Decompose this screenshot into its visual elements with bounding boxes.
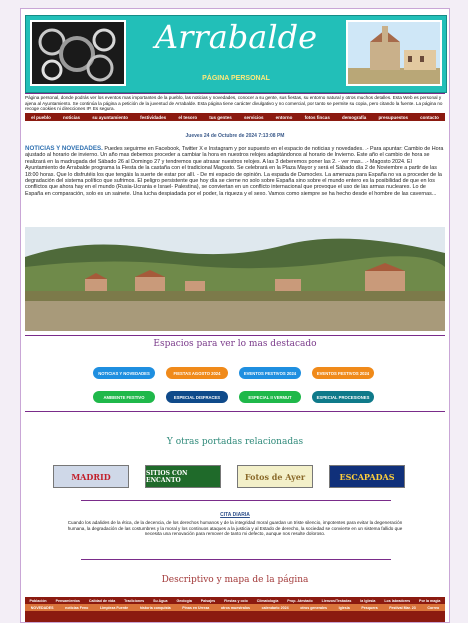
especial-vermut-button[interactable]: ESPECIAL II VERMUT [239,391,301,403]
especial-disfraces-button[interactable]: ESPECIAL DISFRACES [166,391,228,403]
nav-item[interactable]: servicios [243,114,264,120]
divider [25,335,445,336]
map-link[interactable]: Lienzos/Testadas [321,598,352,603]
map-link[interactable]: Pinas en Urreza [182,605,210,610]
map-link[interactable]: Climatología [256,598,279,603]
map-link[interactable]: Prop. Atestado [287,598,313,603]
top-nav [25,113,445,121]
map-link[interactable]: Pesquera [361,605,378,610]
header-image-left [30,20,126,86]
map-row-2 [25,604,445,611]
nav-item[interactable]: contacto [420,114,439,120]
mapa-title: Descriptivo y mapa de la página [161,575,309,585]
map-link[interactable]: otros muestralos [220,605,251,610]
nav-item[interactable]: el pueblo [31,114,51,120]
banner-escapadas[interactable]: ESCAPADAS [329,465,405,488]
nav-item[interactable]: presupuestos [378,114,408,120]
map-link[interactable]: Paisajes [200,598,216,603]
news-text: Puedes seguirme en Facebook, Twitter X e Instagram y por supuesto en el espacio de noticias y novedades. .- Para apuntar: Cambio de Hora ajustado al horario de invierno. Un año mas debemos proceder a cambiar la hora en nuestros relojes adaptándonos al horario de Invierno. Este año el cambio de hora se realizará en la madrugada del Sábado 26 al Domingo 27 y tendremos que atrasar nuestros relojes. A las 3 deberemos poner las 2. - ver mas.. .- Magosto 2024. El Ayuntamiento de Arrabalde programa la Fiesta de la castaña con el tradicional Magosto. Se celebrará en la Plaza Mayor y será el Sábado día 2 de Noviembre a partir de las 18:00 horas. Que lo disfrutéis los que tengáis la suerte de estar por allí. - De mi espacio de opinión. La espada de Damocles. La amenaza para España no va a proceder de la degradación del sistema político que sufrimos. El peligro persistente que hoy día se cierne no solo sobre España sino sobre el mundo entero es la posibilidad de que en los conflictos que ahora hay en el mundo (Rusia-Ucrania e Israel- Palestina), se conviertan en un conflicto internacional que provoque el uso de las armas nucleares. Lo de España en comparación, solo es un sainete. Una lucha despiadada por el poder, la riqueza y el sexo. Vamos como siempre se ha hecho desde el hombre de las cavernas... [25,146,444,197]
site-title: Arrabalde [155,18,317,56]
map-link[interactable]: historia conquista [139,605,171,610]
map-link[interactable]: Tradiciones [124,598,145,603]
map-link[interactable]: la Iglesia [360,598,376,603]
header-image-right [346,20,442,86]
page-container [20,8,450,623]
banner-sitios[interactable]: SITIOS CON ENCANTO [145,465,221,488]
nav-item[interactable]: noticias [63,114,81,120]
map-link[interactable]: calendario 2024 [261,605,289,610]
eventos-festivos-button-2[interactable]: EVENTOS FESTIVOS 2024 [312,367,374,379]
village-photo [25,227,445,331]
current-date: Jueves 24 de Octubre de 2024 7:13:08 PM [185,133,285,139]
map-link[interactable]: Correo [427,605,440,610]
map-link[interactable]: Su Agua [153,598,168,603]
divider [25,411,445,412]
divider [81,500,391,501]
nav-item[interactable]: entorno [275,114,293,120]
map-link[interactable]: Fiestas y ocio [224,598,248,603]
site-header [25,15,447,93]
divider [81,559,391,560]
page-map [25,597,445,623]
espacios-title: Espacios para ver lo mas destacado [153,339,317,349]
nav-item[interactable]: demografía [342,114,367,120]
site-subtitle: PÁGINA PERSONAL [202,75,270,82]
nav-item[interactable]: el tesoro [178,114,198,120]
divider [25,93,445,94]
map-link[interactable]: Iglesia [338,605,350,610]
map-link[interactable]: Los labradores [384,598,411,603]
map-link[interactable]: Población [29,598,47,603]
map-link[interactable]: Calidad de vida [88,598,116,603]
nav-item[interactable]: fotos fincas [304,114,330,120]
banner-madrid[interactable]: MADRID [53,465,129,488]
nav-item[interactable]: festividades [140,114,167,120]
fiestas-agosto-button[interactable]: FIESTAS AGOSTO 2024 [166,367,228,379]
map-link[interactable]: Pensamientos [55,598,80,603]
map-link[interactable]: noticias Feno [65,605,89,610]
eventos-festivos-button[interactable]: EVENTOS FESTIVOS 2024 [239,367,301,379]
news-block [25,146,445,197]
news-heading: NOTICIAS Y NOVEDADES. [25,145,103,152]
especial-procesiones-button[interactable]: ESPECIAL PROCESIONES [312,391,374,403]
map-row-1 [25,597,445,604]
ambiente-festivo-button[interactable]: AMBIENTE FESTIVO [93,391,155,403]
map-link[interactable]: Por la magia [419,598,441,603]
cita-title[interactable]: CITA DIARIA [220,512,250,518]
cita-text: Cuando los adalides de la ética, de la decencia, de los derechos humanos y de la integridad moral guardan un triste silencio, impotentes para evitar la degeneración humana, la degradación de las costumbres y la moral y los continuos ataques a la justicia y al Estado de derecho, la sociedad se convierte en un sistema fallido que necesita una renovación para remover de tanto mi defecto, aunque nos resulte doloroso. [67,520,403,537]
intro-text: Página personal, donde podrás ver los eventos mas importantes de la pueblo, las noticias y novedades, conocer a su gente, sus fiestas, su entorno natural y otros muchos detalles. Esta Web es personal y ajena al Ayuntamiento. Se continúa la página a petición de la juventud de Arrabalde. Esta página tiene carácter divulgativo y no comercial, por tanto se permite su copia, pero citando la fuente. La página no recoge cookies ni direcciones IP. Es segura. [25,95,443,112]
map-link[interactable]: Geología [176,598,192,603]
portadas-title: Y otras portadas relacionadas [166,437,304,447]
map-link[interactable]: Festival Mar. 23 [389,605,416,610]
noticias-button[interactable]: NOTICIAS Y NOVEDADES [93,367,155,379]
map-link[interactable]: Limpieza Fuente [99,605,129,610]
banner-fotos-ayer[interactable]: Fotos de Ayer [237,465,313,488]
nav-item[interactable]: tus gentes [209,114,232,120]
map-link[interactable]: otros generales [300,605,327,610]
map-link[interactable]: NOVEDADES [30,605,54,610]
nav-item[interactable]: su ayuntamiento [92,114,128,120]
